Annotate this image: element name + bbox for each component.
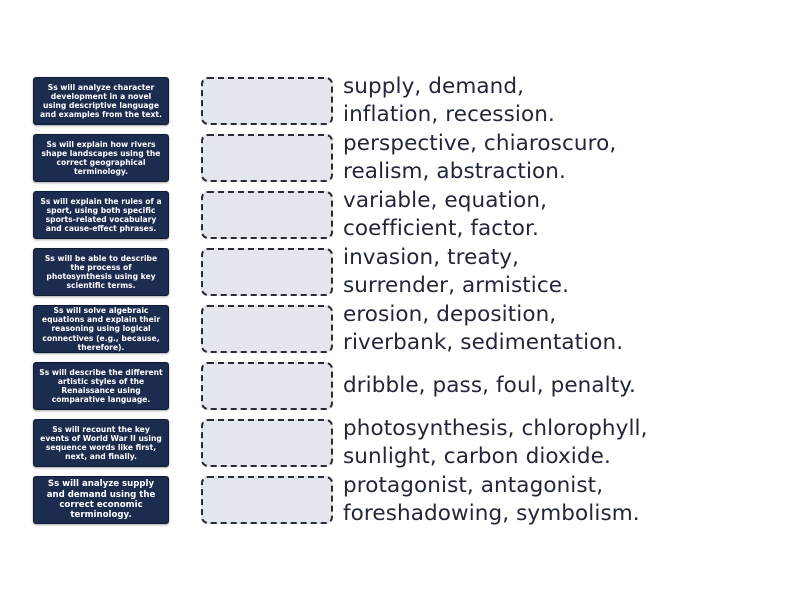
answer-text: variable, equation, coefficient, factor.: [343, 188, 547, 241]
match-row: [0, 131, 800, 185]
match-row: [0, 359, 800, 413]
match-row: [0, 473, 800, 527]
prompt-card[interactable]: Ss will explain how rivers shape landscapes using the correct geographical terminology.: [33, 134, 169, 182]
drop-zone[interactable]: [201, 134, 333, 182]
drop-zone[interactable]: [201, 191, 333, 239]
drop-zone[interactable]: [201, 305, 333, 353]
drop-zone[interactable]: [201, 476, 333, 524]
drop-zone[interactable]: [201, 248, 333, 296]
drop-zone[interactable]: [201, 362, 333, 410]
match-row: [0, 416, 800, 470]
answer-text: erosion, deposition, riverbank, sedimentation.: [343, 302, 624, 355]
match-row: [0, 188, 800, 242]
prompt-card[interactable]: Ss will analyze supply and demand using the correct economic terminology.: [33, 476, 169, 524]
answer-text: dribble, pass, foul, penalty.: [343, 373, 636, 398]
answer-text: invasion, treaty, surrender, armistice.: [343, 245, 570, 298]
match-row: [0, 245, 800, 299]
match-row: [0, 74, 800, 128]
drop-zone[interactable]: [201, 77, 333, 125]
prompt-card[interactable]: Ss will be able to describe the process of photosynthesis using key scientific terms.: [33, 248, 169, 296]
prompt-card[interactable]: Ss will analyze character development in a novel using descriptive language and examples from the text.: [33, 77, 169, 125]
match-row: [0, 302, 800, 356]
prompt-card[interactable]: Ss will describe the different artistic styles of the Renaissance using comparative language.: [33, 362, 169, 410]
prompt-card[interactable]: Ss will recount the key events of World War II using sequence words like first, next, and finally.: [33, 419, 169, 467]
answer-text: perspective, chiaroscuro, realism, abstraction.: [343, 131, 617, 184]
drop-zone[interactable]: [201, 419, 333, 467]
answer-text: photosynthesis, chlorophyll, sunlight, carbon dioxide.: [343, 416, 648, 469]
answer-text: supply, demand, inflation, recession.: [343, 74, 555, 127]
answer-text: protagonist, antagonist, foreshadowing, symbolism.: [343, 473, 640, 526]
prompt-card[interactable]: Ss will solve algebraic equations and explain their reasoning using logical connectives (e.g., because, therefore).: [33, 305, 169, 353]
prompt-card[interactable]: Ss will explain the rules of a sport, using both specific sports-related vocabulary and cause-effect phrases.: [33, 191, 169, 239]
